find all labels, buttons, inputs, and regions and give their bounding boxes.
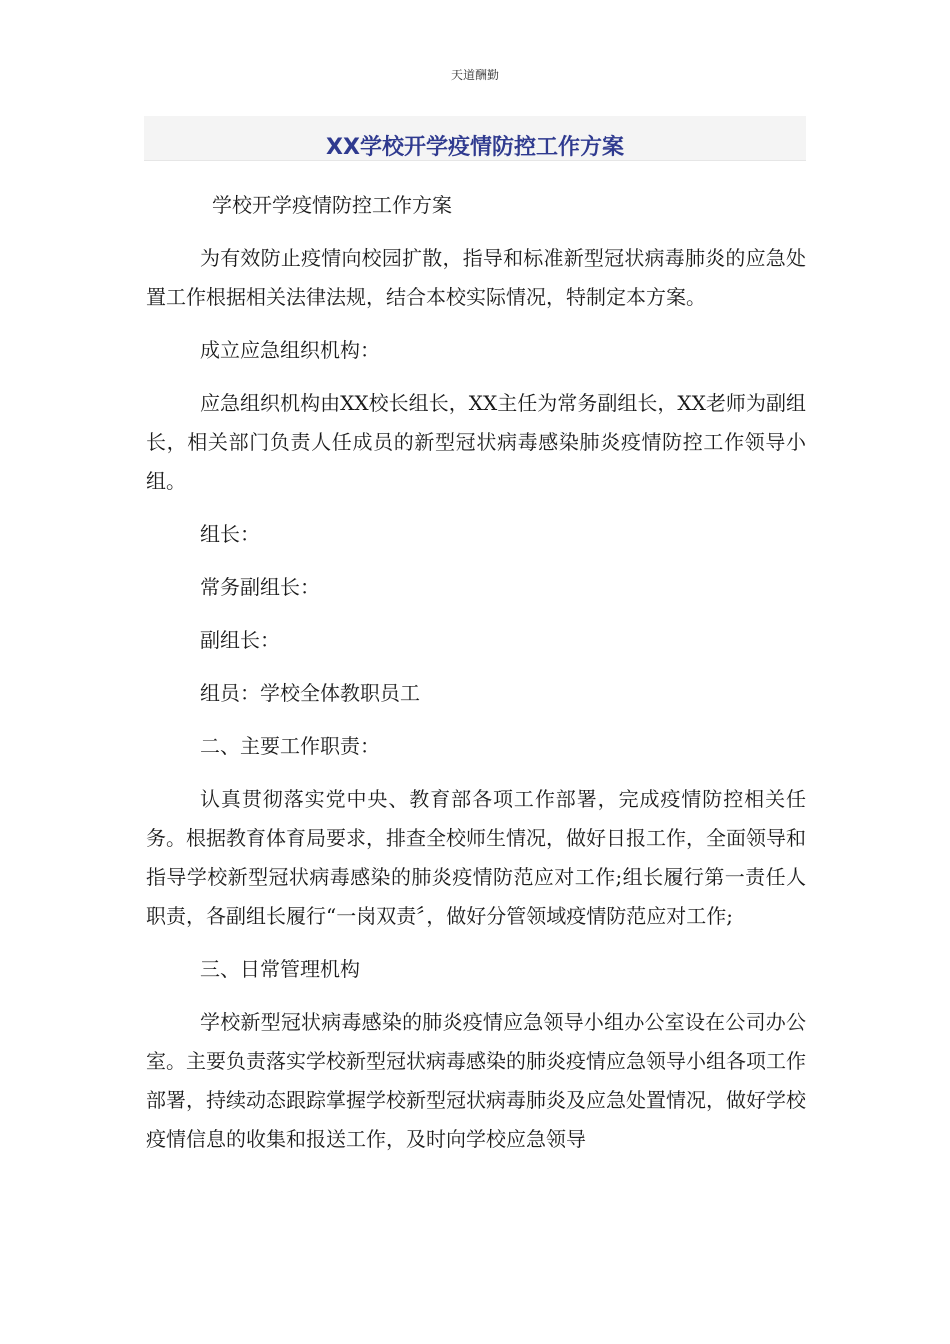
document-subtitle: 学校开学疫情防控工作方案 bbox=[212, 193, 452, 217]
paragraph-duties: 认真贯彻落实党中央、教育部各项工作部署，完成疫情防控相关任务。根据教育体育局要求，排查全校师生情况，做好日报工作，全面领导和指导学校新型冠状病毒感染的肺炎疫情防范应对工作;组长履行第一责任人职责，各副组长履行“一岗双责〞，做好分管领域疫情防范应对工作; bbox=[146, 787, 806, 928]
paragraph-management: 学校新型冠状病毒感染的肺炎疫情应急领导小组办公室设在公司办公室。主要负责落实学校新型冠状病毒感染的肺炎疫情应急领导小组各项工作部署，持续动态跟踪掌握学校新型冠状病毒肺炎及应急处置情况，做好学校疫情信息的收集和报送工作，及时向学校应急领导 bbox=[146, 1010, 806, 1151]
document-body bbox=[146, 186, 806, 1173]
field-members: 组员：学校全体教职员工 bbox=[200, 681, 420, 705]
paragraph-purpose: 为有效防止疫情向校园扩散，指导和标准新型冠状病毒肺炎的应急处置工作根据相关法律法规，结合本校实际情况，特制定本方案。 bbox=[146, 246, 806, 309]
running-header: 天道酬勤 bbox=[450, 68, 499, 82]
document-title: XX学校开学疫情防控工作方案 bbox=[326, 135, 624, 160]
paragraph-organization: 应急组织机构由XX校长组长，XX主任为常务副组长，XX老师为副组长，相关部门负责人任成员的新型冠状病毒感染肺炎疫情防控工作领导小组。 bbox=[146, 391, 806, 493]
field-leader: 组长： bbox=[200, 522, 260, 546]
field-executive-deputy: 常务副组长： bbox=[200, 575, 320, 599]
heading-organization: 成立应急组织机构： bbox=[200, 338, 380, 362]
heading-management: 三、日常管理机构 bbox=[200, 957, 360, 981]
heading-duties: 二、主要工作职责： bbox=[200, 734, 380, 758]
field-deputy: 副组长： bbox=[200, 628, 280, 652]
